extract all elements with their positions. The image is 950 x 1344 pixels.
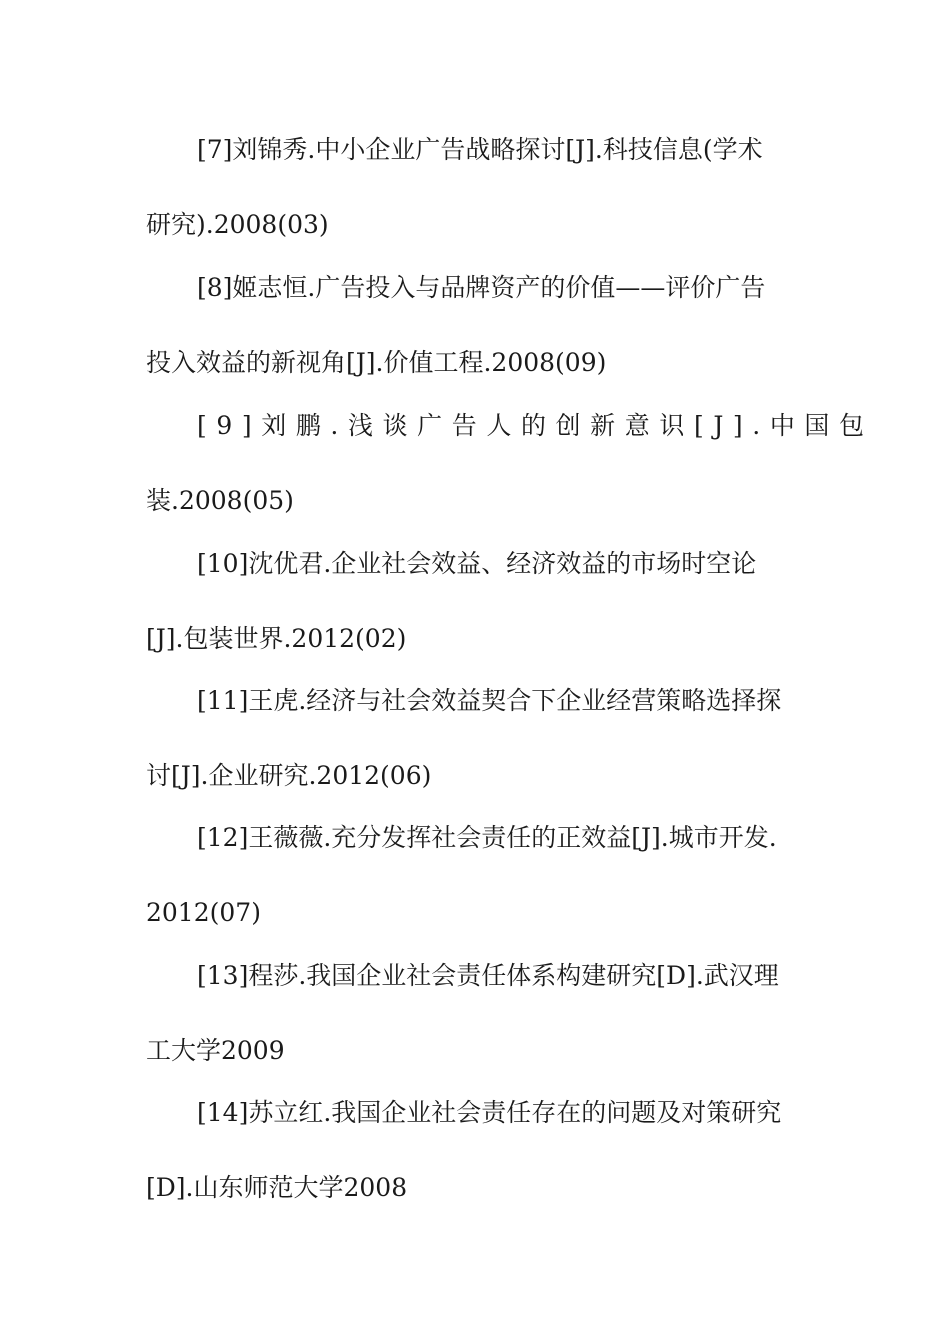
reference-13-line-1: [13]程莎.我国企业社会责任体系构建研究[D].武汉理 [197, 961, 779, 990]
reference-8-line-1: [8]姬志恒.广告投入与品牌资产的价值——评价广告 [197, 273, 766, 302]
reference-14-line-1: [14]苏立红.我国企业社会责任存在的问题及对策研究 [197, 1098, 782, 1127]
reference-9-line-1: [9]刘鹏.浅谈广告人的创新意识[J].中国包 [197, 411, 874, 440]
reference-13-line-2: 工大学2009 [146, 1036, 285, 1065]
reference-11-line-1: [11]王虎.经济与社会效益契合下企业经营策略选择探 [197, 686, 782, 715]
reference-9-line-2: 装.2008(05) [146, 486, 294, 515]
reference-12-line-1: [12]王薇薇.充分发挥社会责任的正效益[J].城市开发. [197, 823, 777, 852]
reference-10-line-1: [10]沈优君.企业社会效益、经济效益的市场时空论 [197, 549, 757, 578]
reference-14-line-2: [D].山东师范大学2008 [146, 1173, 408, 1202]
reference-7-line-1: [7]刘锦秀.中小企业广告战略探讨[J].科技信息(学术 [197, 135, 763, 164]
reference-8-line-2: 投入效益的新视角[J].价值工程.2008(09) [146, 348, 607, 377]
reference-12-line-2: 2012(07) [146, 898, 261, 927]
reference-10-line-2: [J].包装世界.2012(02) [146, 624, 407, 653]
reference-7-line-2: 研究).2008(03) [146, 210, 329, 239]
reference-11-line-2: 讨[J].企业研究.2012(06) [146, 761, 432, 790]
